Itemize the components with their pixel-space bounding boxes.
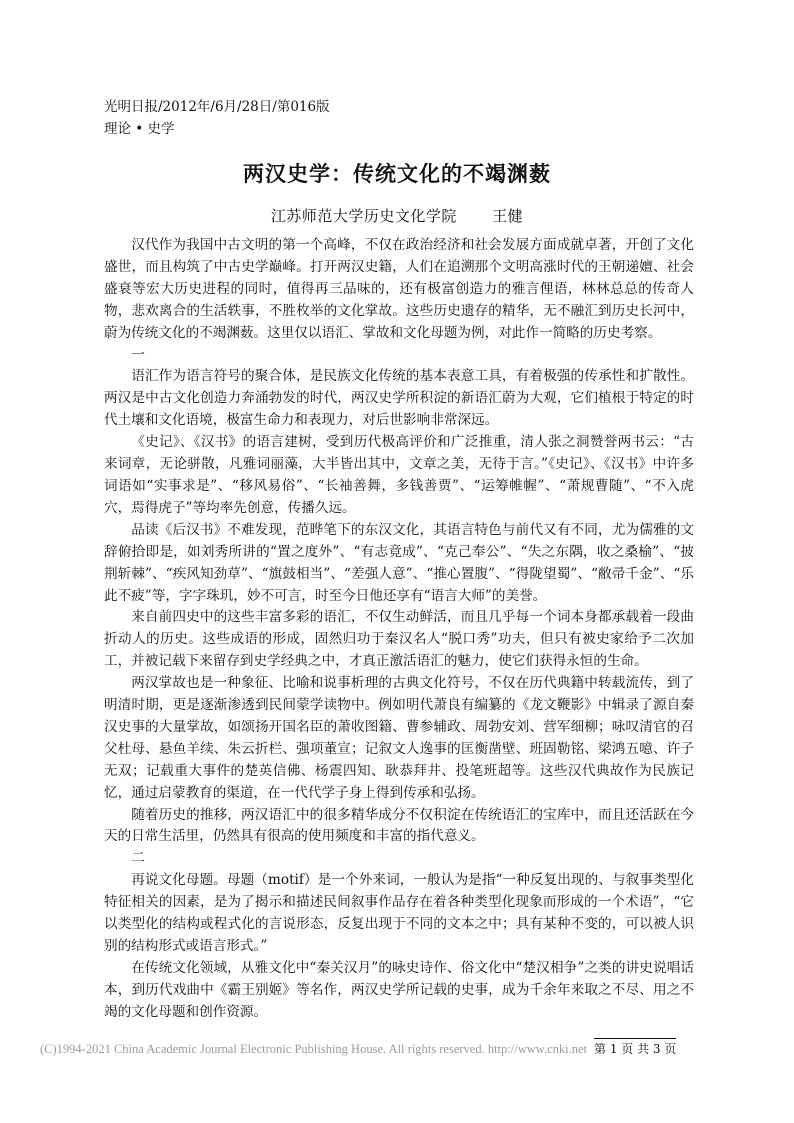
author-institution: 江苏师范大学历史文化学院 [270,207,457,225]
section-number: 一 [131,346,145,363]
paragraph: 在传统文化领域，从雅文化中“秦关汉月”的咏史诗作、俗文化中“楚汉相争”之类的讲史说唱话本，到历代戏曲中《霸王别姬》等名作，两汉史学所记载的史事，成为千余年来取之不尽、用之不竭的文化母题和创作资源。 [104,959,694,1020]
paragraph: 两汉掌故也是一种象征、比喻和说事析理的古典文化符号，不仅在历代典籍中转载流传，到了明清时期，更是逐渐渗透到民间蒙学读物中。例如明代萧良有编纂的《龙文鞭影》中辑录了源自秦汉史事的大量掌故，如颂扬开国名臣的萧收图籍、曹参辅政、周勃安刘、营军细柳；咏叹清官的召父杜母、悬鱼羊续、朱云折栏、强项董宣；记叙文人逸事的匡衡凿壁、班固勒铭、梁鸿五噫、许子无双；记载重大事件的楚英信佛、杨震四知、耿恭拜井、投笔班超等。这些汉代典故作为民族记忆，通过启蒙教育的渠道，在一代代学子身上得到传承和弘扬。 [104,675,694,801]
paragraph: 随着历史的推移，两汉语汇中的很多精华成分不仅积淀在传统语汇的宝库中，而且还活跃在今天的日常生活里，仍然具有很高的使用频度和丰富的指代意义。 [104,806,694,845]
author-name: 王健 [492,207,524,225]
article-body [104,235,694,1024]
column-label: 理论 • 史学 [104,121,175,137]
copyright-notice: (C)1994-2021 China Academic Journal Electronic Publishing House. All rights reserved. http://www.cnki.net [40,1042,588,1056]
paragraph: 语汇作为语言符号的聚合体，是民族文化传统的基本表意工具，有着极强的传承性和扩散性。两汉是中古文化创造力奔涌勃发的时代，两汉史学所积淀的新语汇蔚为大观，它们植根于特定的时代土壤和文化语境，极富生命力和表现力，对后世影响非常深远。 [104,368,694,429]
source-header [104,96,330,140]
page-number: 第 1 页 共 3 页 [594,1038,676,1057]
source-line: 光明日报/2012年/6月/28日/第016版 [104,99,330,115]
paragraph: 《史记》、《汉书》的语言建树，受到历代极高评价和广泛推重，清人张之洞赞誉两书云：“古来词章，无论骈散，凡雅词丽藻，大半皆出其中，文章之美，无待于言。”《史记》、《汉书》中许多词语如“实事求是”、“移风易俗”、“长袖善舞，多钱善贾”、“运筹帷幄”、“萧规曹随”、“不入虎穴，焉得虎子”等均率先创意，传播久远。 [104,434,694,516]
paragraph: 来自前四史中的这些丰富多彩的语汇，不仅生动鲜活，而且几乎每一个词本身都承载着一段曲折动人的历史。这些成语的形成，固然归功于秦汉名人“脱口秀”功夫，但只有被史家给予二次加工，并被记载下来留存到史学经典之中，才真正激活语汇的魅力，使它们获得永恒的生命。 [104,609,694,670]
paragraph: 品读《后汉书》不难发现，范晔笔下的东汉文化，其语言特色与前代又有不同，尤为儒雅的文辞俯拾即是，如刘秀所讲的“置之度外”、“有志竟成”、“克己奉公”、“失之东隅，收之桑榆”、“披荆斩棘”、“疾风知劲草”、“旗鼓相当”、“差强人意”、“推心置腹”、“得陇望蜀”、“敝帚千金”、“乐此不疲”等，字字珠玑，妙不可言，时至今日他还享有“语言大师”的美誉。 [104,521,694,604]
byline [0,205,794,226]
article-title: 两汉史学：传统文化的不竭渊薮 [243,161,551,186]
paragraph: 汉代作为我国中古文明的第一个高峰，不仅在政治经济和社会发展方面成就卓著，开创了文化盛世，而且构筑了中古史学巅峰。打开两汉史籍，人们在追溯那个文明高涨时代的王朝递嬗、社会盛衰等宏大历史进程的同时，值得再三品味的，还有极富创造力的雅言俚语，林林总总的传奇人物，悲欢离合的生活轶事，不胜枚举的文化掌故。这些历史遗存的精华，无不融汇到历史长河中，蔚为传统文化的不竭渊薮。这里仅以语汇、掌故和文化母题为例，对此作一简略的历史考察。 [104,237,694,341]
paragraph: 再说文化母题。母题（motif）是一个外来词，一般认为是指“一种反复出现的、与叙事类型化特征相关的因素，是为了揭示和描述民间叙事作品存在着各种类型化现象而形成的一个术语”，“它以类型化的结构或程式化的言说形态，反复出现于不同的文本之中；具有某种不变的，可以被人识别的结构形式或语言形式。” [104,872,694,954]
section-number: 二 [131,850,145,867]
